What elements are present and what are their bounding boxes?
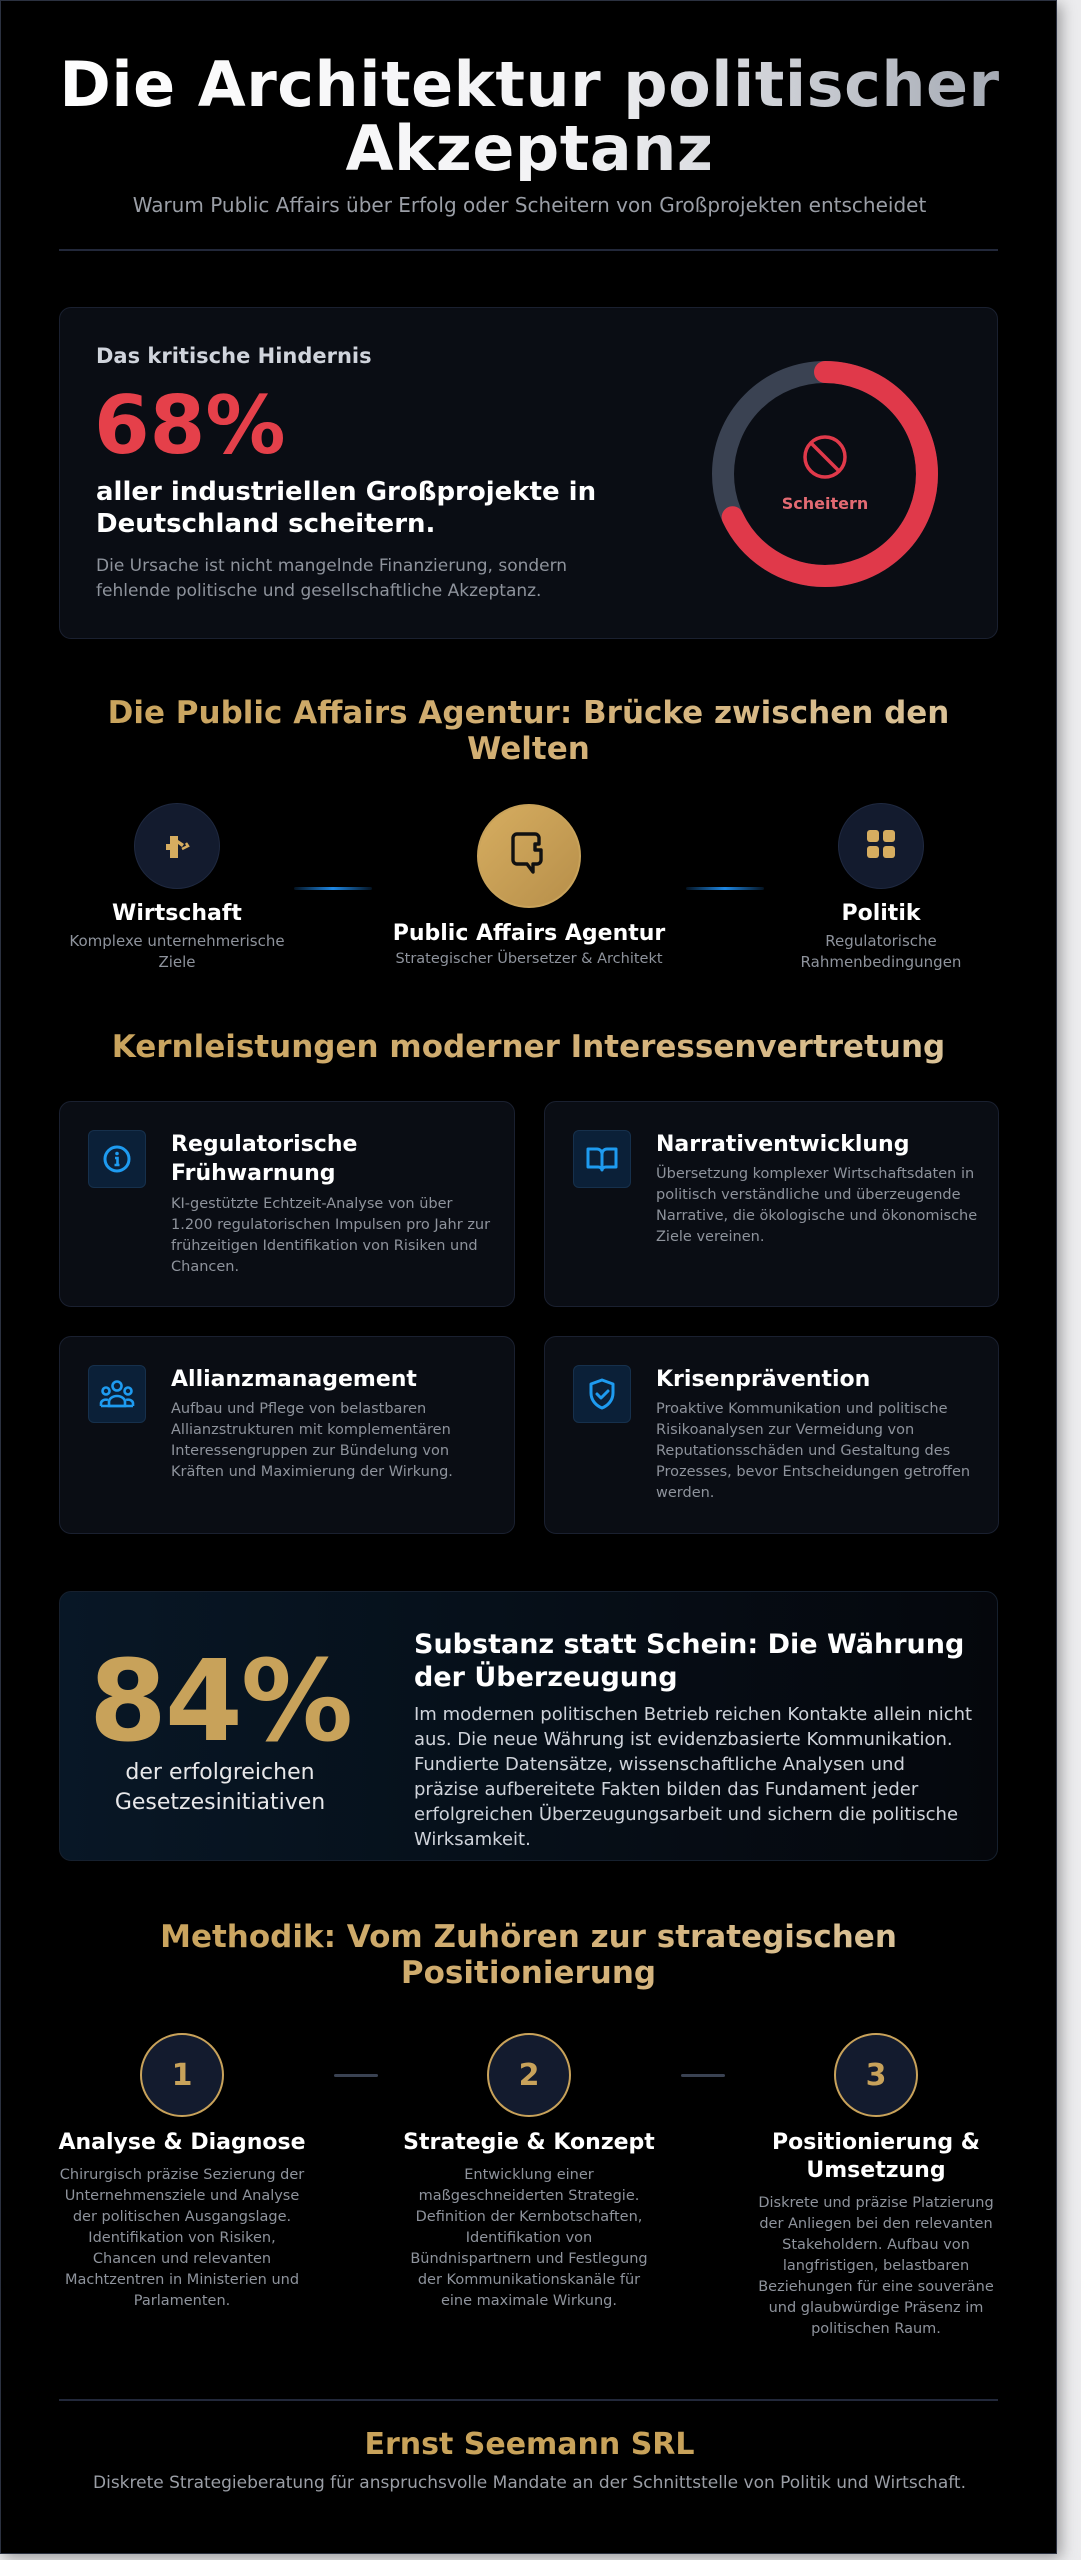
prohibited-icon [800,432,850,482]
grid-icon [864,827,898,865]
service-description: Übersetzung komplexer Wirtschaftsdaten in politisch verständliche und überzeugende Narrative, die ökologische und ökonomische Ziele vereinen. [656,1166,978,1245]
hero-label: Das kritische Hindernis [96,344,372,368]
services-heading: Kernleistungen moderner Interessenvertretung [61,1029,996,1065]
stat-title: Substanz statt Schein: Die Währung der Überzeugung [414,1629,965,1693]
service-title: Allianzmanagement [171,1367,417,1392]
step-3-title: Positionierung & Umsetzung [772,2130,980,2183]
hero-headline: aller industriellen Großprojekte in Deutschland scheitern. [96,477,597,539]
node-wirtschaft-title: Wirtschaft [112,901,242,926]
method-heading: Methodik: Vom Zuhören zur strategischen Positionierung [121,1919,936,1991]
node-wirtschaft-subtitle: Komplexe unternehmerische Ziele [69,932,285,971]
service-description: KI-gestützte Echtzeit-Analyse von über 1.200 regulatorischen Impulsen pro Jahr zur frühzeitigen Identifikation von Risiken und Chancen. [171,1196,491,1275]
page-title [1,48,1058,185]
failure-donut-chart [711,360,939,588]
footer-tagline: Diskrete Strategieberatung für anspruchsvolle Mandate an der Schnittstelle von Politik und Wirtschaft. [93,2473,966,2493]
stat-label: der erfolgreichen Gesetzesinitiativen [114,1760,326,1815]
group-icon [88,1365,146,1423]
step-3-badge: 3 [834,2033,918,2117]
stat-body: Im modernen politischen Betrieb reichen Kontakte allein nicht aus. Die neue Währung ist evidenzbasierte Kommunikation. Fundierte Datensätze, wissenschaftliche Analysen und präzise aufbereitete Fakten bilden das Fundament jeder erfolgreichen Überzeugungsarbeit und sichern die politische Wirksamkeit. [414,1704,973,1850]
stat-value: 84% [88,1637,352,1767]
node-politik-subtitle: Regulatorische Rahmenbedingungen [800,932,962,971]
service-card-krise [544,1336,999,1534]
book-icon [573,1130,631,1188]
bridge-heading: Die Public Affairs Agentur: Brücke zwischen den Welten [61,695,996,767]
bridge-connector-left [294,887,372,890]
node-agentur-title: Public Affairs Agentur [392,921,666,946]
step-2-title: Strategie & Konzept [403,2130,655,2155]
service-title: Regulatorische Frühwarnung [171,1132,358,1186]
title-line-1: Die Architektur politischer [59,48,1000,121]
step-2-badge: 2 [487,2033,571,2117]
hero-description: Die Ursache ist nicht mangelnde Finanzierung, sondern fehlende politische und gesellschaftliche Akzeptanz. [96,556,568,601]
service-description: Proaktive Kommunikation und politische Risikoanalysen zur Vermeidung von Reputationsschäden und Gestaltung des Prozesses, bevor Entscheidungen getroffen werden. [656,1401,971,1501]
info-icon [88,1130,146,1188]
node-politik-circle [838,803,924,889]
footer-brand: Ernst Seemann SRL [364,2427,695,2462]
service-title: Narrativentwicklung [656,1132,910,1157]
service-card-narrativ [544,1101,999,1307]
service-card-allianz [59,1336,515,1534]
step-connector-2 [681,2074,725,2077]
step-connector-1 [334,2074,378,2077]
shield-check-icon [573,1365,631,1423]
step-1-title: Analyse & Diagnose [58,2130,306,2155]
node-agentur-subtitle: Strategischer Übersetzer & Architekt [395,951,663,967]
evidence-stat-card [59,1591,998,1861]
node-agentur-circle [477,804,581,908]
footer-divider [59,2399,998,2401]
speech-bubble-icon [509,830,549,882]
step-1-badge: 1 [140,2033,224,2117]
title-line-2: Akzeptanz [345,112,714,185]
service-title: Krisenprävention [656,1367,871,1392]
hero-card [59,307,998,639]
header-divider [59,249,998,251]
page-subtitle: Warum Public Affairs über Erfolg oder Scheitern von Großprojekten entscheidet [132,193,927,217]
node-politik-title: Politik [841,901,921,926]
step-2-description: Entwicklung einer maßgeschneiderten Strategie. Definition der Kernbotschaften, Identifikation von Bündnispartnern und Festlegung der Kommunikationskanäle für eine maximale Wirkung. [410,2167,648,2309]
node-wirtschaft-circle [134,803,220,889]
bridge-connector-right [686,887,764,890]
business-icon [160,827,194,865]
service-description: Aufbau und Pflege von belastbaren Allianzstrukturen mit komplementären Interessengruppen zur Bündelung von Kräften und Maximierung der Wirkung. [171,1401,453,1480]
service-card-fruehwarnung [59,1101,515,1307]
step-3-description: Diskrete und präzise Platzierung der Anliegen bei den relevanten Stakeholdern. Aufbau von langfristigen, belastbaren Beziehungen für eine souveräne und glaubwürdige Präsenz im politischen Raum. [758,2195,994,2337]
step-1-description: Chirurgisch präzise Sezierung der Unternehmensziele und Analyse der politischen Ausgangslage. Identifikation von Risiken, Chancen und relevanten Machtzentren in Ministerien und Parlamenten. [59,2167,305,2309]
hero-stat: 68% [94,379,286,472]
donut-label: Scheitern [781,494,869,513]
